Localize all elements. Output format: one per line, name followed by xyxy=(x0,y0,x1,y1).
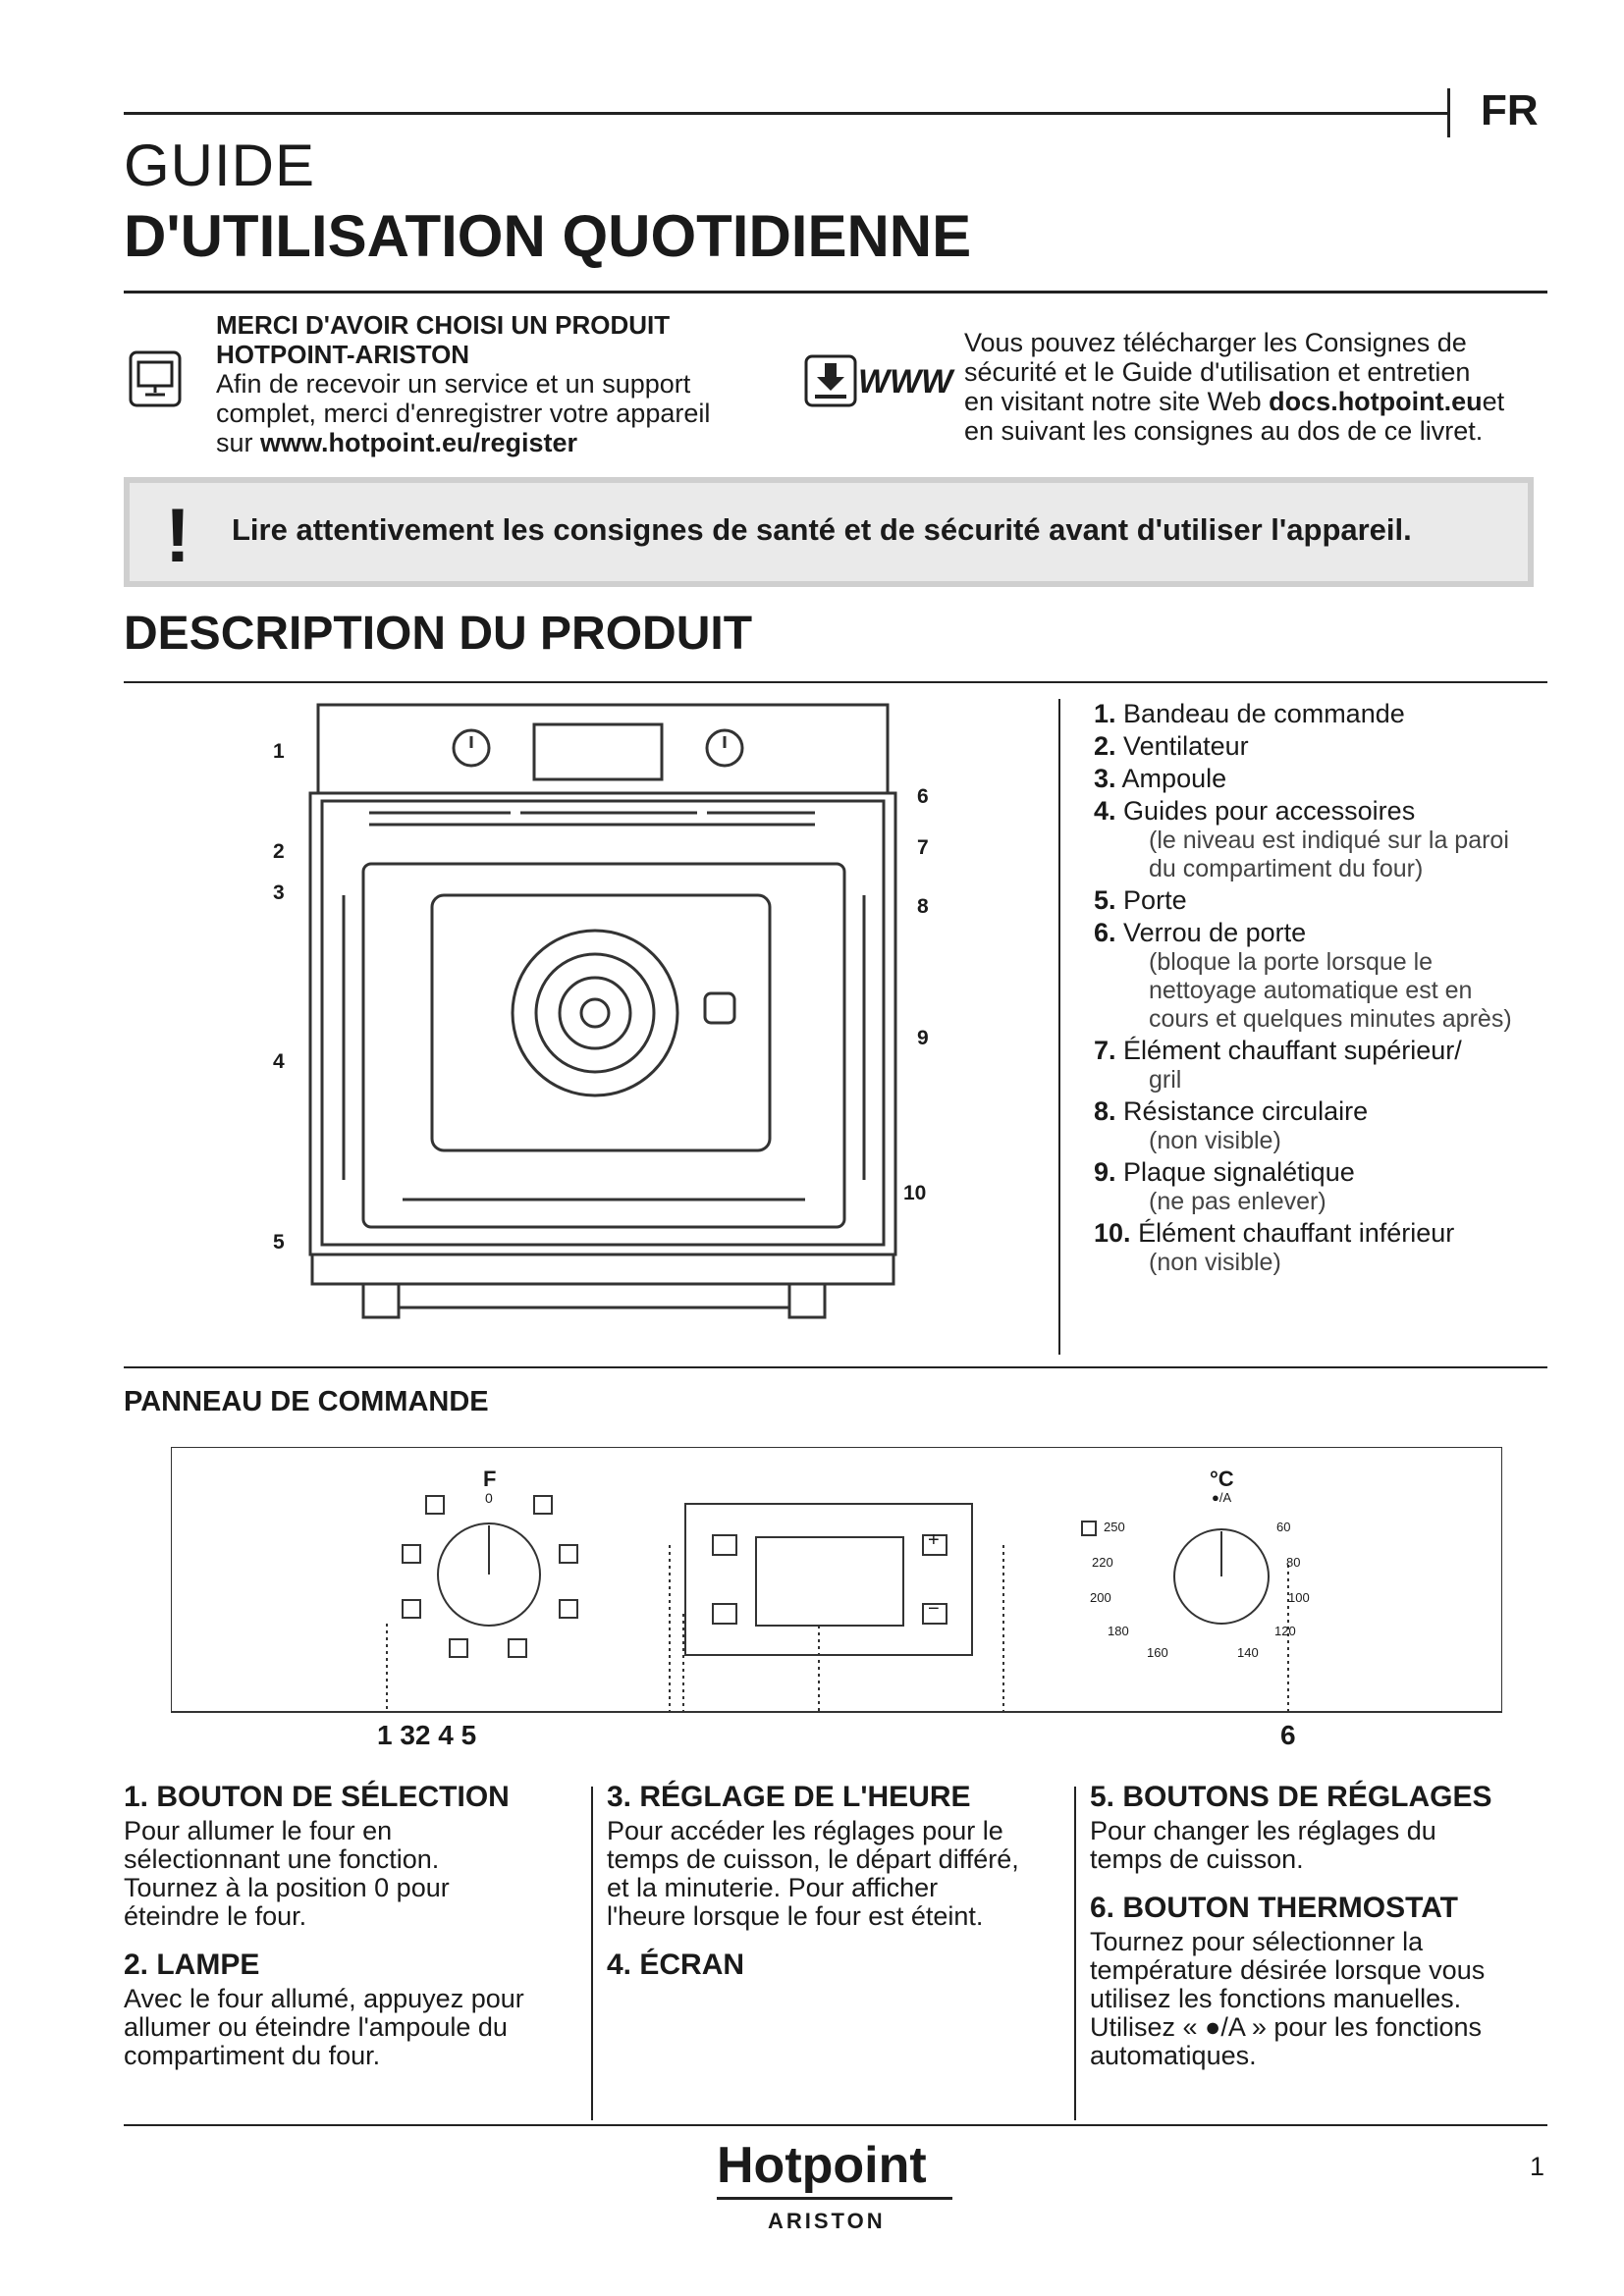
temp-220: 220 xyxy=(1092,1555,1113,1570)
legend-item xyxy=(1094,1218,1545,1277)
diagram-label-5: 5 xyxy=(273,1231,285,1254)
description-rule xyxy=(124,681,1547,683)
temp-200: 200 xyxy=(1090,1590,1111,1605)
legend-subtext: cours et quelques minutes après) xyxy=(1149,1005,1512,1033)
legend-label: Résistance circulaire xyxy=(1123,1096,1369,1126)
diagram-label-4: 4 xyxy=(273,1050,285,1073)
intro-left-line3: sur www.hotpoint.eu/register xyxy=(216,428,578,457)
control-panel-diagram xyxy=(171,1447,1502,1750)
intro-left xyxy=(216,310,785,457)
brand-underline xyxy=(717,2197,952,2200)
legend-item xyxy=(1094,1096,1545,1155)
temp-180: 180 xyxy=(1108,1624,1129,1638)
page-number: 1 xyxy=(1530,2152,1545,2181)
diagram-label-9: 9 xyxy=(917,1027,929,1049)
legend-label: Élément chauffant supérieur/ xyxy=(1123,1036,1462,1065)
legend-subtext: (ne pas enlever) xyxy=(1149,1188,1326,1215)
warning-box xyxy=(124,477,1534,587)
legend-item xyxy=(1094,764,1545,794)
legend-label: Élément chauffant inférieur xyxy=(1138,1218,1455,1248)
temp-120: 120 xyxy=(1274,1624,1296,1638)
s1-text: Pour allumer le four en sélectionnant une fonction. Tournez à la position 0 pour éteindre le four. xyxy=(124,1816,450,1931)
legend-item xyxy=(1094,796,1545,883)
col-divider-2 xyxy=(1074,1787,1076,2120)
monitor-icon xyxy=(128,349,183,413)
legend-subtext: (le niveau est indiqué sur la paroi xyxy=(1149,827,1509,854)
column-2 xyxy=(607,1783,1068,1985)
intro-left-heading1: MERCI D'AVOIR CHOISI UN PRODUIT xyxy=(216,310,671,340)
s1-title: 1. BOUTON DE SÉLECTION xyxy=(124,1781,510,1813)
legend-subtext: (bloque la porte lorsque le xyxy=(1149,948,1434,976)
intro-left-line2: complet, merci d'enregistrer votre appareil xyxy=(216,399,711,428)
www-label: WWW xyxy=(858,363,953,400)
temp-140: 140 xyxy=(1237,1645,1259,1660)
col-divider-1 xyxy=(591,1787,593,2120)
panel-callouts-left: 1 32 4 5 xyxy=(377,1720,477,1750)
legend-subtext: (non visible) xyxy=(1149,1127,1281,1154)
intro-right: Vous pouvez télécharger les Consignes de sécurité et le Guide d'utilisation et entretien en visitant notre site Web docs.hotpoint.euet en suivant les consignes au dos de ce livret. xyxy=(964,328,1505,446)
legend-label: Plaque signalétique xyxy=(1123,1157,1355,1187)
diagram-label-10: 10 xyxy=(903,1182,927,1204)
s6-title: 6. BOUTON THERMOSTAT xyxy=(1090,1892,1458,1924)
s2-title: 2. LAMPE xyxy=(124,1949,260,1981)
guide-subtitle: D'UTILISATION QUOTIDIENNE xyxy=(124,203,972,269)
legend-number: 6. xyxy=(1094,918,1116,947)
guide-title: GUIDE xyxy=(124,133,316,198)
legend-label: Ampoule xyxy=(1121,764,1227,793)
legend-item xyxy=(1094,918,1545,1034)
s5-text: Pour changer les réglages du temps de cuisson. xyxy=(1090,1816,1436,1874)
download-icon xyxy=(803,353,953,412)
column-1 xyxy=(124,1783,575,2090)
panel-title: PANNEAU DE COMMANDE xyxy=(124,1386,489,1417)
temp-100: 100 xyxy=(1288,1590,1310,1605)
legend-number: 10. xyxy=(1094,1218,1131,1248)
legend-number: 5. xyxy=(1094,885,1116,915)
s3-text: Pour accéder les réglages pour le temps de cuisson, le départ différé, et la minuterie. Pour afficher l'heure lorsque le four est éteint. xyxy=(607,1816,1019,1931)
oven-diagram xyxy=(265,699,952,1347)
register-link[interactable]: www.hotpoint.eu/register xyxy=(260,428,578,457)
language-tag: FR xyxy=(1481,86,1539,134)
product-legend xyxy=(1094,699,1545,1279)
right-knob-auto: ●/A xyxy=(1212,1490,1232,1505)
temp-160: 160 xyxy=(1147,1645,1168,1660)
legend-label: Verrou de porte xyxy=(1123,918,1307,947)
legend-number: 1. xyxy=(1094,699,1116,728)
legend-number: 2. xyxy=(1094,731,1116,761)
legend-number: 9. xyxy=(1094,1157,1116,1187)
s5-title: 5. BOUTONS DE RÉGLAGES xyxy=(1090,1781,1492,1813)
panel-callout-6: 6 xyxy=(1280,1720,1296,1750)
section-title-description: DESCRIPTION DU PRODUIT xyxy=(124,608,753,660)
footer-rule xyxy=(124,2124,1547,2126)
legend-number: 7. xyxy=(1094,1036,1116,1065)
right-knob-label: °C xyxy=(1210,1467,1234,1491)
display-minus: − xyxy=(928,1598,940,1620)
legend-subtext: du compartiment du four) xyxy=(1149,855,1424,882)
legend-number: 8. xyxy=(1094,1096,1116,1126)
brand-subtitle: ARISTON xyxy=(768,2209,886,2233)
s6-text: Tournez pour sélectionner la température désirée lorsque vous utilisez les fonctions manuelles. Utilisez « ●/A » pour les fonctions automatiques. xyxy=(1090,1927,1486,2070)
intro-left-heading2: HOTPOINT-ARISTON xyxy=(216,340,470,369)
legend-subtext: (non visible) xyxy=(1149,1249,1281,1276)
warning-icon: ! xyxy=(165,492,190,578)
legend-item xyxy=(1094,699,1545,729)
diagram-label-8: 8 xyxy=(917,895,929,918)
legend-label: Guides pour accessoires xyxy=(1123,796,1416,826)
column-3 xyxy=(1090,1783,1551,2090)
diagram-label-3: 3 xyxy=(273,881,285,904)
left-knob-zero: 0 xyxy=(485,1490,493,1506)
warning-text: Lire attentivement les consignes de santé et de sécurité avant d'utiliser l'appareil. xyxy=(232,512,1412,547)
brand-logo: Hotpoint xyxy=(717,2137,927,2194)
s2-text: Avec le four allumé, appuyez pour allumer ou éteindre l'ampoule du compartiment du four. xyxy=(124,1984,524,2070)
temp-250: 250 xyxy=(1104,1520,1125,1534)
intro-left-line1: Afin de recevoir un service et un support xyxy=(216,369,691,399)
legend-label: Porte xyxy=(1123,885,1187,915)
header-lang-divider xyxy=(1447,88,1450,137)
legend-subtext: gril xyxy=(1149,1066,1182,1094)
legend-item xyxy=(1094,885,1545,916)
legend-label: Bandeau de commande xyxy=(1123,699,1405,728)
temp-60: 60 xyxy=(1276,1520,1291,1534)
display-plus: + xyxy=(928,1529,940,1551)
left-knob-label: F xyxy=(483,1467,497,1491)
title-bottom-rule xyxy=(124,291,1547,294)
s3-title: 3. RÉGLAGE DE L'HEURE xyxy=(607,1781,971,1813)
legend-subtext: nettoyage automatique est en xyxy=(1149,977,1473,1004)
diagram-label-6: 6 xyxy=(917,785,929,808)
temp-80: 80 xyxy=(1286,1555,1301,1570)
legend-item xyxy=(1094,731,1545,762)
legend-number: 3. xyxy=(1094,764,1116,793)
diagram-label-7: 7 xyxy=(917,836,929,859)
legend-item xyxy=(1094,1036,1545,1095)
s4-title: 4. ÉCRAN xyxy=(607,1949,745,1981)
diagram-label-1: 1 xyxy=(273,740,285,763)
header-top-rule xyxy=(124,112,1447,115)
diagram-label-2: 2 xyxy=(273,840,285,863)
legend-label: Ventilateur xyxy=(1123,731,1249,761)
panel-top-rule xyxy=(124,1366,1547,1368)
legend-number: 4. xyxy=(1094,796,1116,826)
docs-link[interactable]: docs.hotpoint.eu xyxy=(1269,387,1483,416)
description-divider xyxy=(1058,699,1060,1355)
legend-item xyxy=(1094,1157,1545,1216)
